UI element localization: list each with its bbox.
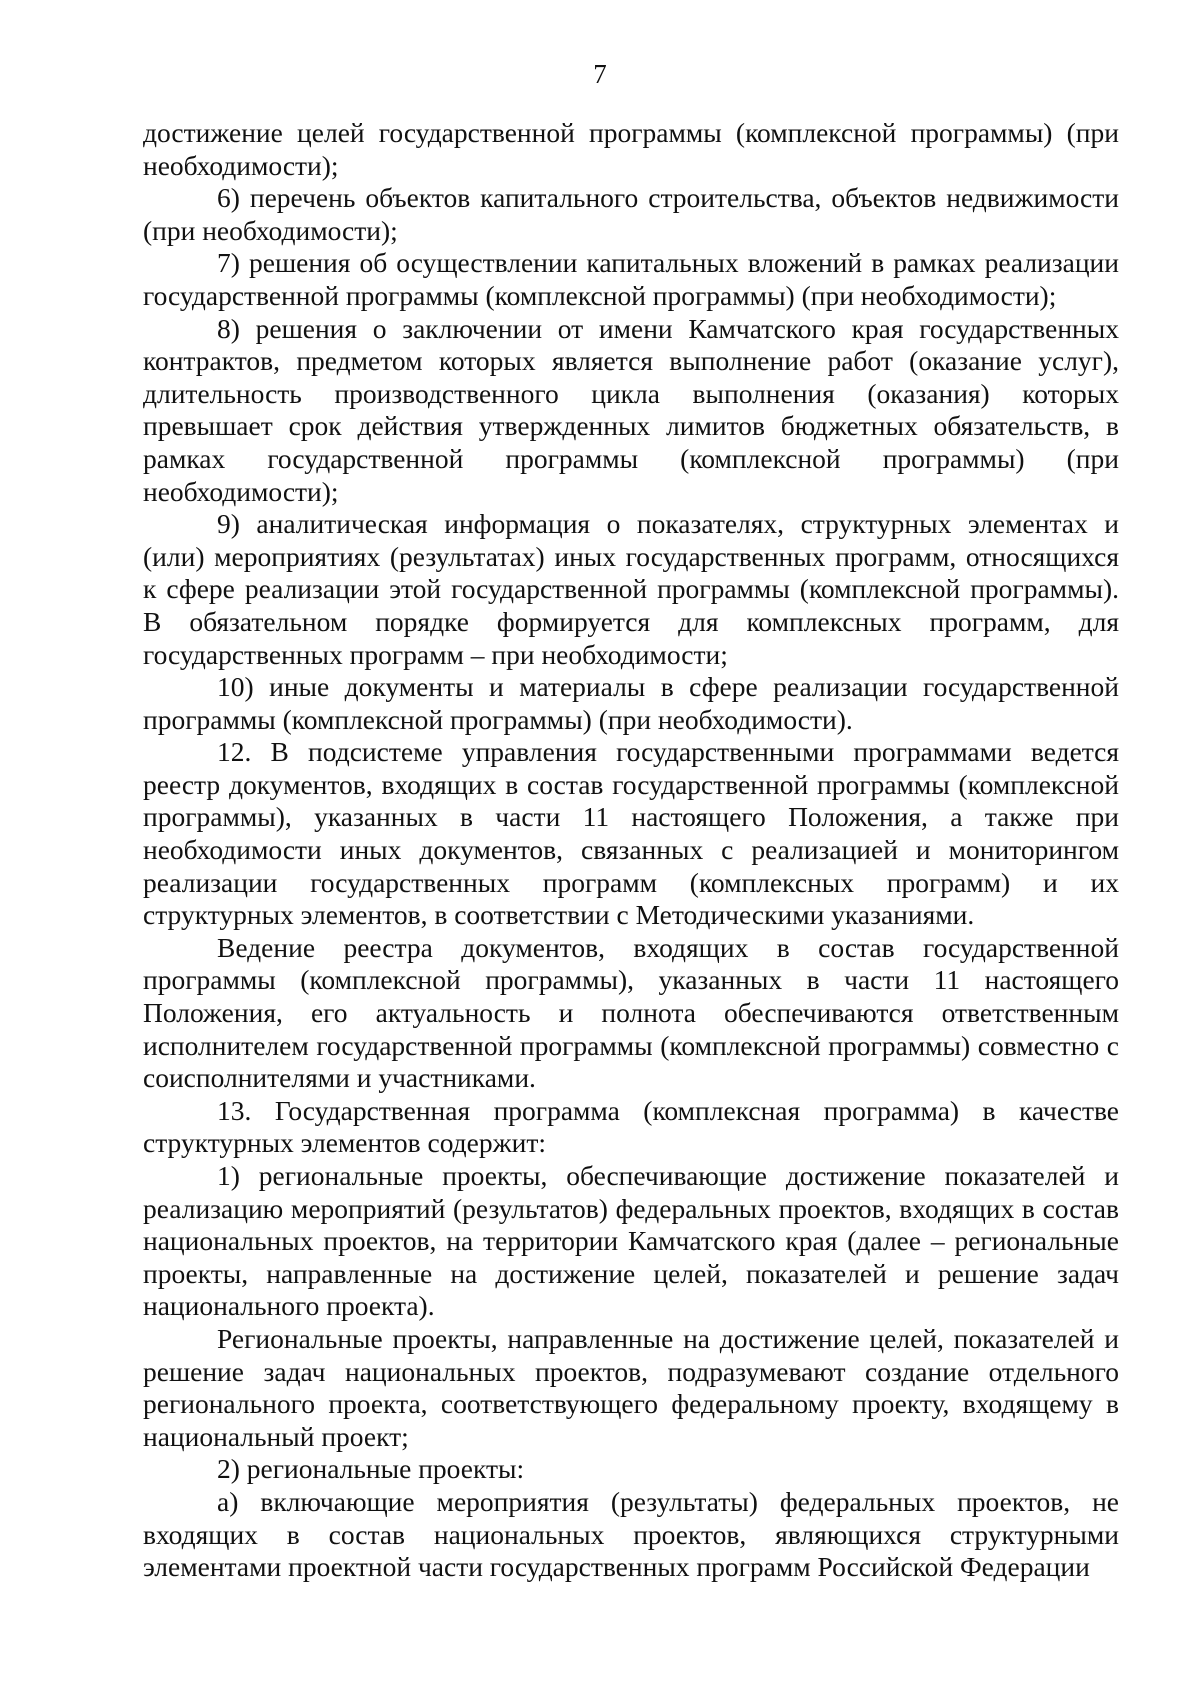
document-body	[143, 117, 1119, 1584]
paragraph-section-12: 12. В подсистеме управления государственными программами ведется реестр документов, входящих в состав государственной программы (комплексной программы), указанных в части 11 настоящего Положения, а также при необходимости иных документов, связанных с реализацией и мониторингом реализации государственных программ (комплексных программ) и их структурных элементов, в соответствии с Методическими указаниями.	[143, 736, 1119, 931]
paragraph-section-13: 13. Государственная программа (комплексная программа) в качестве структурных элементов содержит:	[143, 1094, 1119, 1159]
paragraph-regional-projects: Региональные проекты, направленные на достижение целей, показателей и решение задач национальных проектов, подразумевают создание отдельного регионального проекта, соответствующего федеральному проекту, входящему в национальный проект;	[143, 1322, 1119, 1452]
page-number: 7	[593, 59, 607, 89]
paragraph-registry-maintenance: Ведение реестра документов, входящих в состав государственной программы (комплексной программы), указанных в части 11 настоящего Положения, его актуальность и полнота обеспечиваются ответственным исполнителем государственной программы (комплексной программы) совместно с соисполнителями и участниками.	[143, 931, 1119, 1094]
paragraph-subitem-2: 2) региональные проекты:	[217, 1453, 525, 1485]
paragraph-item-8: 8) решения о заключении от имени Камчатского края государственных контрактов, предметом которых является выполнение работ (оказание услуг), длительность производственного цикла выполнения (оказания) которых превышает срок действия утвержденных лимитов бюджетных обязательств, в рамках государственной программы (комплексной программы) (при необходимости);	[143, 312, 1119, 507]
paragraph-item-7: 7) решения об осуществлении капитальных вложений в рамках реализации государственной программы (комплексной программы) (при необходимости);	[143, 247, 1119, 311]
paragraph-continuation: достижение целей государственной программы (комплексной программы) (при необходимости);	[143, 117, 1119, 181]
paragraph-item-9: 9) аналитическая информация о показателях, структурных элементах и (или) мероприятиях (результатах) иных государственных программ, относящихся к сфере реализации этой государственной программы (комплексной программы). В обязательном порядке формируется для комплексных программ, для государственных программ – при необходимости;	[143, 508, 1119, 670]
paragraph-item-10: 10) иные документы и материалы в сфере реализации государственной программы (комплексной программы) (при необходимости).	[143, 671, 1119, 735]
paragraph-subitem-2a: а) включающие мероприятия (результаты) федеральных проектов, не входящих в состав национальных проектов, являющихся структурными элементами проектной части государственных программ Российской Федерации	[143, 1485, 1119, 1583]
paragraph-item-6: 6) перечень объектов капитального строительства, объектов недвижимости (при необходимости);	[143, 182, 1119, 246]
paragraph-subitem-1: 1) региональные проекты, обеспечивающие достижение показателей и реализацию мероприятий (результатов) федеральных проектов, входящих в состав национальных проектов, на территории Камчатского края (далее – региональные проекты, направленные на достижение целей, показателей и решение задач национального проекта).	[143, 1160, 1119, 1322]
